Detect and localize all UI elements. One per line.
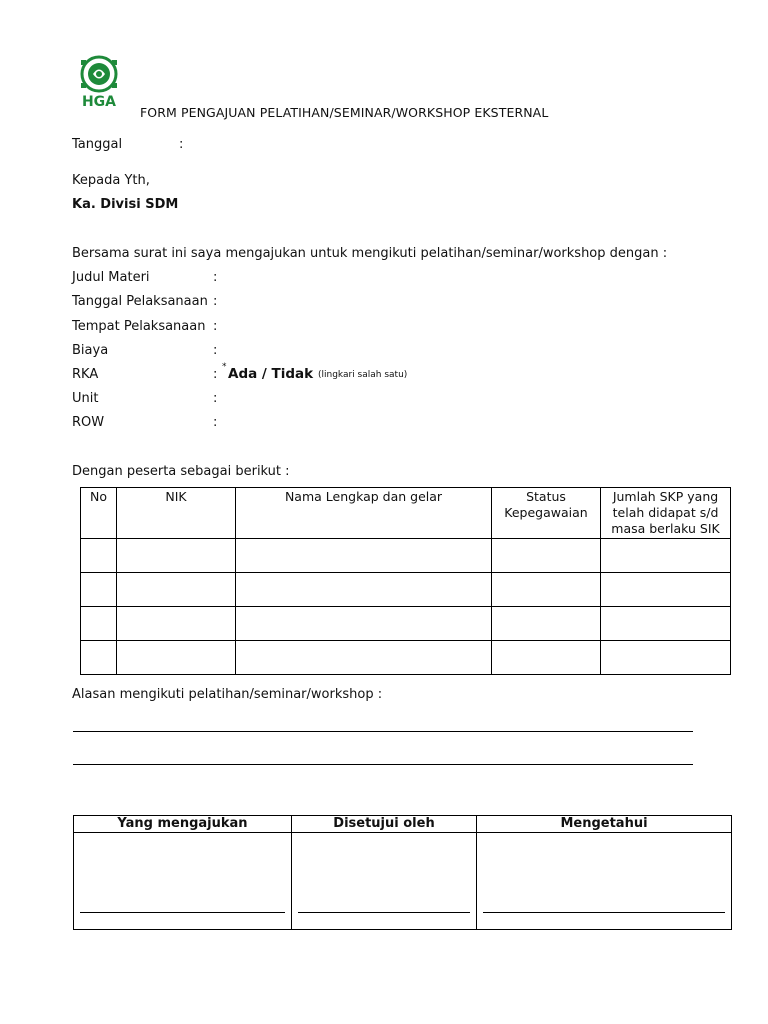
field-label-tanggal: Tanggal Pelaksanaan [72, 294, 208, 309]
field-label-biaya: Biaya [72, 343, 109, 358]
reason-line-1[interactable] [73, 731, 693, 732]
logo-emblem-icon [74, 54, 124, 108]
rka-options: Ada / Tidak [228, 366, 314, 382]
header-mengetahui: Mengetahui [477, 816, 732, 833]
table-cell[interactable] [236, 607, 492, 641]
signature-cell-applicant[interactable] [74, 833, 292, 930]
recipient-name: Ka. Divisi SDM [72, 197, 179, 212]
intro-text: Bersama surat ini saya mengajukan untuk mengikuti pelatihan/seminar/workshop dengan : [72, 246, 668, 261]
date-label: Tanggal [72, 137, 123, 152]
table-row [81, 641, 731, 675]
field-colon: : [213, 367, 218, 382]
table-row [81, 607, 731, 641]
company-logo [74, 54, 124, 108]
signature-table [73, 815, 732, 930]
rka-note: (lingkari salah satu) [318, 370, 408, 380]
field-colon: : [213, 294, 218, 309]
table-cell[interactable] [492, 573, 601, 607]
table-cell[interactable] [601, 539, 731, 573]
participants-intro: Dengan peserta sebagai berikut : [72, 464, 290, 479]
signature-line [483, 911, 725, 913]
table-cell[interactable] [236, 539, 492, 573]
signature-header-row [74, 816, 732, 833]
logo-text: HGA [81, 94, 117, 108]
table-row [81, 573, 731, 607]
field-colon: : [213, 270, 218, 285]
reason-line-2[interactable] [73, 764, 693, 765]
header-disetujui-oleh: Disetujui oleh [292, 816, 477, 833]
field-colon: : [213, 319, 218, 334]
table-cell[interactable] [81, 539, 117, 573]
signature-cell-acknowledger[interactable] [477, 833, 732, 930]
table-cell[interactable] [492, 607, 601, 641]
field-colon: : [213, 415, 218, 430]
table-cell[interactable] [117, 607, 236, 641]
table-cell[interactable] [117, 539, 236, 573]
table-cell[interactable] [81, 607, 117, 641]
signature-row [74, 833, 732, 930]
table-header-row [81, 488, 731, 539]
table-cell[interactable] [601, 641, 731, 675]
signature-line [298, 911, 470, 913]
table-row [81, 539, 731, 573]
header-yang-mengajukan: Yang mengajukan [74, 816, 292, 833]
table-cell[interactable] [236, 641, 492, 675]
header-jumlah-skp: Jumlah SKP yang telah didapat s/d masa berlaku SIK [601, 488, 731, 539]
field-label-tempat: Tempat Pelaksanaan [72, 319, 206, 334]
signature-cell-approver[interactable] [292, 833, 477, 930]
field-colon: : [213, 343, 218, 358]
rka-asterisk: * [222, 362, 227, 372]
table-cell[interactable] [236, 573, 492, 607]
header-nik: NIK [117, 488, 236, 539]
header-status: Status Kepegawaian [492, 488, 601, 539]
table-cell[interactable] [81, 641, 117, 675]
reason-label: Alasan mengikuti pelatihan/seminar/workshop : [72, 687, 383, 702]
form-title: FORM PENGAJUAN PELATIHAN/SEMINAR/WORKSHOP EKSTERNAL [140, 105, 549, 120]
field-label-row: ROW [72, 415, 105, 430]
table-cell[interactable] [601, 573, 731, 607]
field-label-unit: Unit [72, 391, 99, 406]
field-label-rka: RKA [72, 367, 99, 382]
table-cell[interactable] [601, 607, 731, 641]
table-cell[interactable] [81, 573, 117, 607]
table-cell[interactable] [492, 539, 601, 573]
header-no: No [81, 488, 117, 539]
participants-table [80, 487, 731, 675]
signature-line [80, 911, 285, 913]
table-cell[interactable] [117, 573, 236, 607]
field-label-judul: Judul Materi [72, 270, 150, 285]
table-cell[interactable] [492, 641, 601, 675]
date-colon: : [179, 137, 184, 152]
header-nama: Nama Lengkap dan gelar [236, 488, 492, 539]
recipient-greeting: Kepada Yth, [72, 173, 150, 188]
table-cell[interactable] [117, 641, 236, 675]
field-colon: : [213, 391, 218, 406]
